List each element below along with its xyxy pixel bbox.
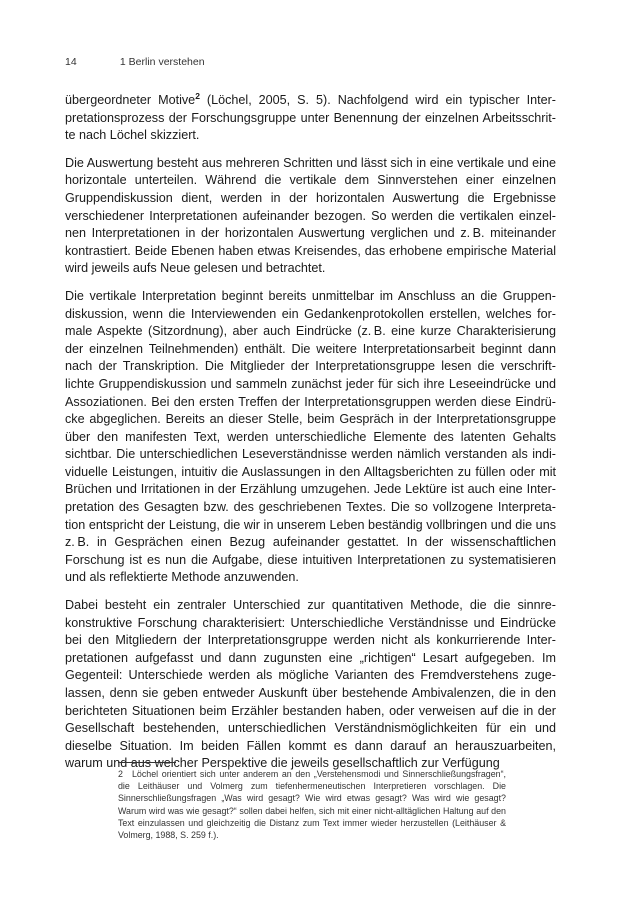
footnote-text: Löchel orientiert sich unter anderem an den „Verstehensmodi und Sinnerschließungsfragen“, die Leithäuser und Volmerg zum tiefenhermeneutischen Interpretieren vorschlagen. Die Sinnerschließungsfragen „Was wird gesagt? Wie wird etwas gesagt? Was wird wie gesagt? Warum wird was wie gesagt?“ sollen dabei helfen, sich mit einer nicht-alltäglichen Haltung auf den Text einzulassen und gleichzeitig die Distanz zum Text immer wieder herzustellen (Leithäuser & Volmerg, 1988, S. 259 f.). [118, 769, 506, 841]
footnote-reference[interactable]: 2 [195, 90, 200, 101]
paragraph-1 [65, 92, 556, 145]
paragraph-3: Die vertikale Interpretation beginnt bereits unmittelbar im Anschluss an die Gruppendiskussion, wenn die Interviewenden ein Gedankenprotokollen erstellen, welches formale Aspekte (Sitzordnung), aber auch Eindrücke (z. B. eine kurze Charakterisierung der einzelnen Teilnehmenden) enthält. Die weitere Interpretationsarbeit beginnt dann nach der Transkription. Die Mitglieder der Interpretationsgruppe lesen die verschriftlichte Gruppendiskussion und sammeln zunächst jeder für sich ihre Leseeindrücke und Assoziationen. Bei den ersten Treffen der Interpretationsgruppen werden diese Eindrücke abgeglichen. Bereits an dieser Stelle, beim Gespräch in der Interpretationsgruppe über den manifesten Text, werden unterschiedliche Elemente des latenten Gehalts sichtbar. Die unterschiedlichen Leseverständnisse werden nämlich verstanden als individuelle Leistungen, intuitiv die Auslassungen in den Alltagsberichten zu füllen oder mit Brüchen und Irritationen in der Erzählung umzugehen. Jede Lektüre ist auch eine Interpretation des Gesagten bzw. des geschriebenen Textes. Die so vollzogene Interpretation entspricht der Leistung, die wir in unserem Leben beständig vollbringen und die uns z. B. in Gesprächen einen Bezug aufeinander gestattet. In der wissenschaftlichen Forschung ist es nun die Aufgabe, diese intuitiven Interpretationen zu systematisieren und als reflektierte Methode anzuwenden. [65, 288, 556, 585]
footnote [118, 768, 506, 841]
paragraph-1-start: übergeordneter Motive [65, 93, 196, 107]
footnote-number: 2 [118, 769, 123, 779]
page-number: 14 [65, 56, 77, 68]
footnote-divider [118, 762, 176, 763]
body-text [65, 92, 556, 783]
chapter-title: 1 Berlin verstehen [119, 56, 205, 68]
running-header [65, 56, 555, 68]
paragraph-1-rest: (Löchel, 2005, S. 5). Nachfolgend wird ein typischer Interpretationsprozess der Forschungsgruppe unter Benennung der einzelnen Arbeitsschritte nach Löchel skizziert. [65, 93, 556, 143]
paragraph-4: Dabei besteht ein zentraler Unterschied zur quantitativen Methode, die die sinnrekonstruktive Forschung charakterisiert: Unterschiedliche Verständnisse und Eindrücke bei den Mitgliedern der Interpretationsgruppe werden nicht als konkurrierende Interpretationen aufgefasst und dann zugunsten eine „richtigen“ Lesart aufgegeben. Im Gegenteil: Unterschiede werden als mögliche Varianten des Fremdverstehens zugelassen, denn sie geben entweder Auskunft über bestehende Ambivalenzen, die in den berichteten Situationen beim Erzähler bestanden haben, oder verweisen auf die in der Gesellschaft bestehenden, unterschiedlichen Verständnismöglichkeiten für ein und dieselbe Situation. Im beiden Fällen kommt es dann darauf an herauszuarbeiten, warum und aus welcher Perspektive die jeweils gesellschaftlich zur Verfügung [65, 598, 556, 771]
paragraph-2: Die Auswertung besteht aus mehreren Schritten und lässt sich in eine vertikale und eine horizontale unterteilen. Während die vertikale dem Sinnverstehen einer einzelnen Gruppendiskussion dient, werden in der horizontalen Auswertung die Ergebnisse verschiedener Interpretationen aufeinander bezogen. So werden die vertikalen einzelnen Interpretationen in der horizontalen Auswertung verglichen und z. B. miteinander kontrastiert. Beide Ebenen haben etwas Kreisendes, das erhobene empirische Material wird jeweils aufs Neue gelesen und betrachtet. [65, 155, 556, 276]
